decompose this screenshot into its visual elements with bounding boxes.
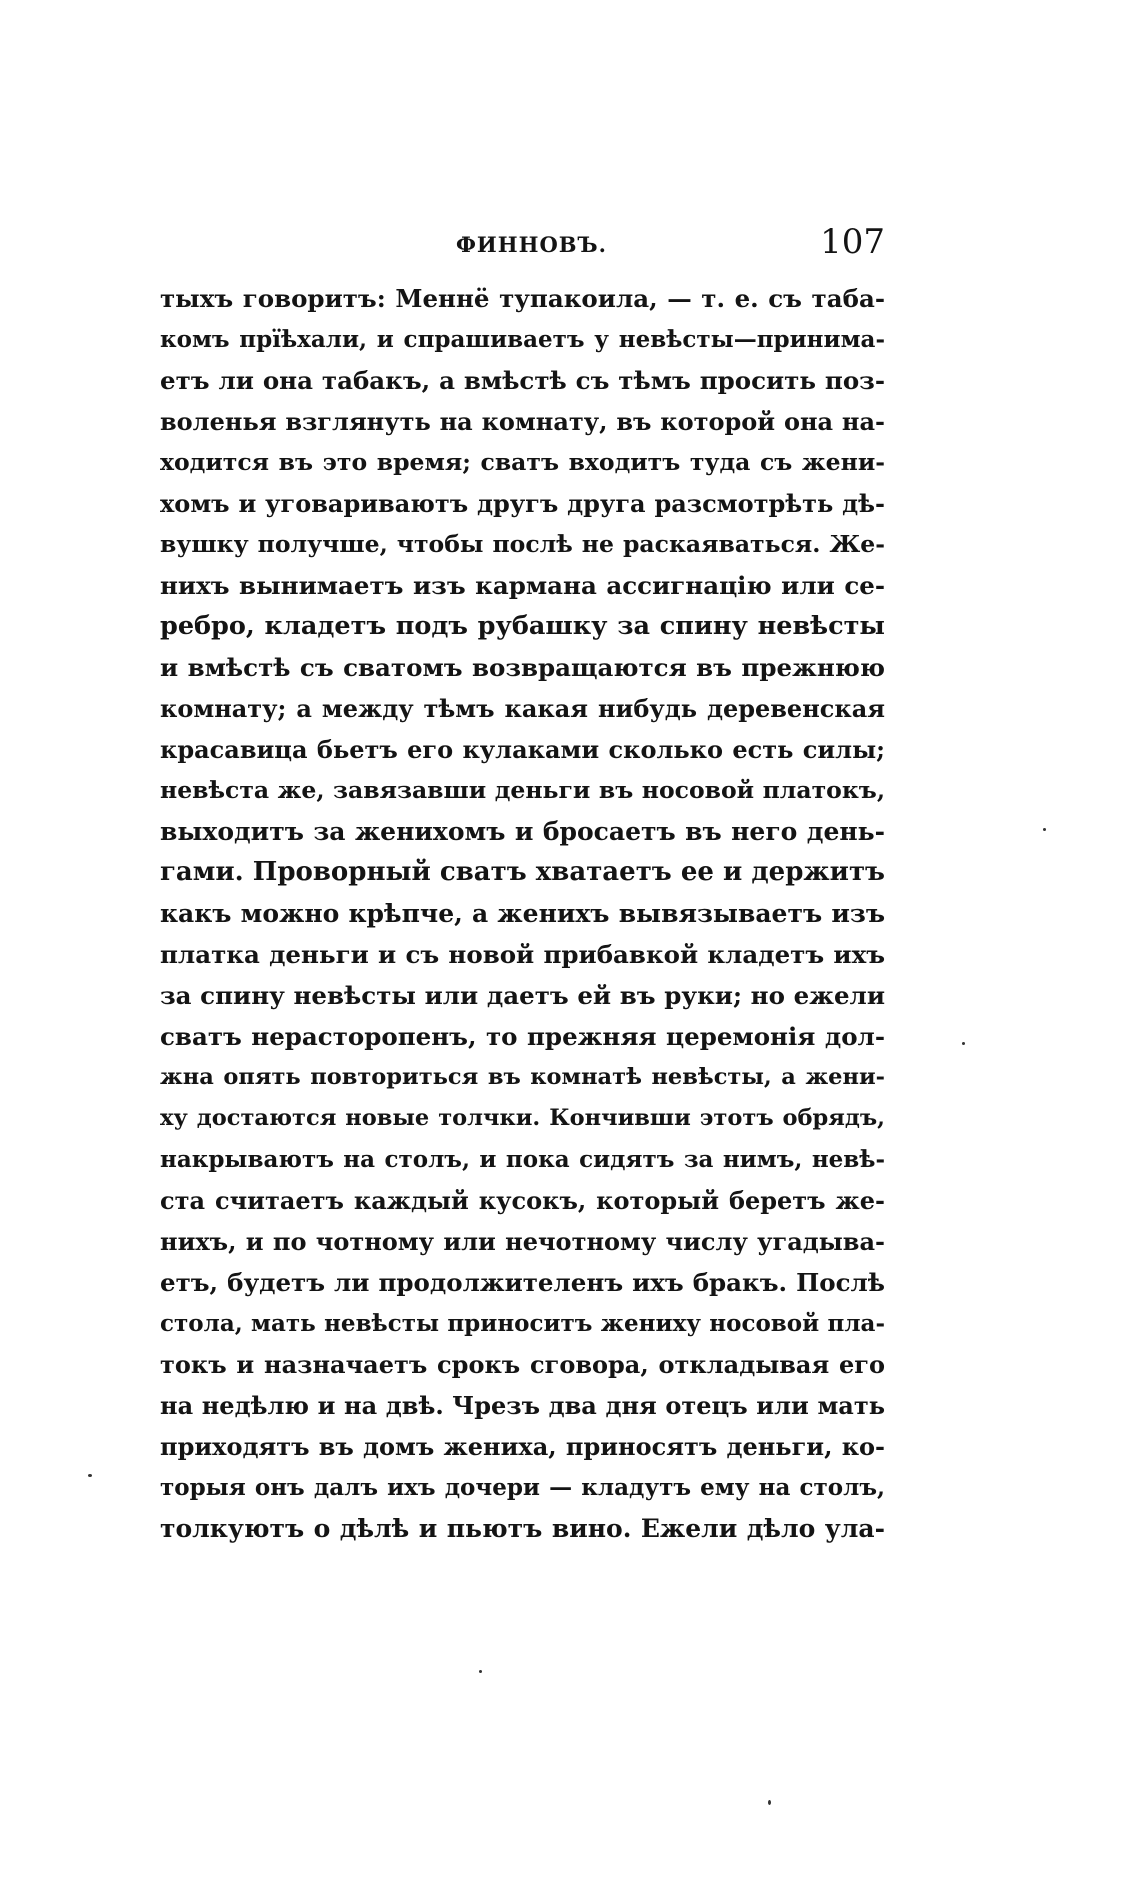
- text-line: накрываютъ на столъ, и пока сидятъ за нимъ, невѣ-: [160, 1146, 885, 1173]
- running-head: ФИННОВЪ.: [456, 232, 607, 257]
- text-line: гами. Проворный сватъ хватаетъ ее и держитъ: [160, 857, 885, 887]
- print-speck: [479, 1670, 482, 1673]
- text-line: красавица бьетъ его кулаками сколько есть силы;: [160, 735, 885, 764]
- text-line: комъ прїѣхали, и спрашиваетъ у невѣсты—принима-: [160, 326, 885, 353]
- text-line: толкуютъ о дѣлѣ и пьютъ вино. Ежели дѣло ула-: [160, 1514, 885, 1543]
- print-speck: [88, 1474, 92, 1477]
- text-line: токъ и назначаетъ срокъ сговора, откладывая его: [160, 1350, 885, 1379]
- text-line: сватъ нерасторопенъ, то прежняя церемонія дол-: [160, 1022, 885, 1051]
- text-line: комнату; а между тѣмъ какая нибудь деревенская: [160, 694, 885, 723]
- text-line: ребро, кладетъ подъ рубашку за спину невѣсты: [160, 611, 885, 641]
- page-number: 107: [820, 222, 885, 262]
- text-line: на недѣлю и на двѣ. Чрезъ два дня отецъ или мать: [160, 1391, 885, 1420]
- text-line: вушку получше, чтобы послѣ не раскаяваться. Же-: [160, 530, 885, 558]
- text-line: етъ, будетъ ли продолжителенъ ихъ бракъ. Послѣ: [160, 1268, 885, 1297]
- page-header: [160, 222, 885, 268]
- text-line: за спину невѣсты или даетъ ей въ руки; но ежели: [160, 981, 885, 1010]
- print-speck: [1043, 828, 1046, 831]
- text-line: торыя онъ далъ ихъ дочери — кладутъ ему на столъ,: [160, 1474, 885, 1501]
- text-line: ходится въ это время; сватъ входитъ туда съ жени-: [160, 448, 885, 476]
- text-line: жна опять повториться въ комнатѣ невѣсты, а жени-: [160, 1064, 885, 1090]
- print-speck: [768, 1800, 771, 1805]
- text-line: невѣста же, завязавши деньги въ носовой платокъ,: [160, 776, 885, 804]
- text-line: тыхъ говоритъ: Меннё тупакоила, — т. е. съ таба-: [160, 284, 885, 313]
- print-speck: [962, 1042, 965, 1045]
- text-line: ста считаетъ каждый кусокъ, который беретъ же-: [160, 1186, 885, 1215]
- text-line: етъ ли она табакъ, а вмѣстѣ съ тѣмъ просить поз-: [160, 366, 885, 395]
- text-line: воленья взглянуть на комнату, въ которой она на-: [160, 407, 885, 436]
- text-line: приходятъ въ домъ жениха, приносятъ деньги, ко-: [160, 1432, 885, 1461]
- text-line: выходитъ за женихомъ и бросаетъ въ него день-: [160, 817, 885, 846]
- text-line: хомъ и уговариваютъ другъ друга разсмотрѣть дѣ-: [160, 489, 885, 518]
- text-line: какъ можно крѣпче, а женихъ вывязываетъ изъ: [160, 899, 885, 928]
- text-line: стола, мать невѣсты приноситъ жениху носовой пла-: [160, 1310, 885, 1337]
- text-line: платка деньги и съ новой прибавкой кладетъ ихъ: [160, 940, 885, 969]
- body-text: [160, 278, 885, 1549]
- text-line: и вмѣстѣ съ сватомъ возвращаются въ прежнюю: [160, 653, 885, 682]
- text-line: ху достаются новые толчки. Кончивши этотъ обрядъ,: [160, 1105, 885, 1131]
- text-line: нихъ, и по чотному или нечотному числу угадыва-: [160, 1227, 885, 1256]
- text-line: нихъ вынимаетъ изъ кармана ассигнацію или се-: [160, 571, 885, 600]
